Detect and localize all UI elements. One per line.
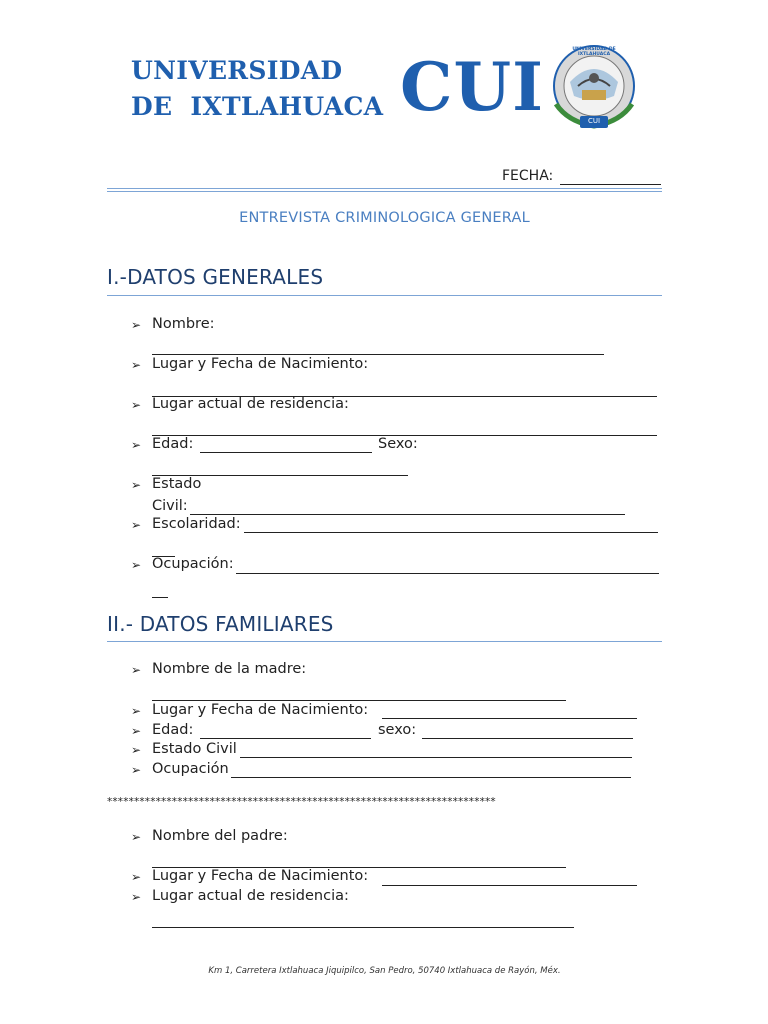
date-field-line[interactable] [560,168,661,185]
field-label-nombre: Nombre: [152,316,215,332]
bullet-arrow-icon: ➢ [131,763,142,777]
bullet-arrow-icon: ➢ [131,743,142,757]
field-line-estado-civil[interactable] [190,498,625,515]
field-line-madre-ocupacion[interactable] [231,761,631,778]
section-title-datos-familiares: II.- DATOS FAMILIARES [107,612,334,636]
footer-address: Km 1, Carretera Ixtlahuaca Jiquipilco, San Pedro, 50740 Ixtlahuaca de Rayón, Méx. [208,966,561,976]
seal-ring-text: UNIVERSIDAD DE IXTLAHUACA [572,47,616,57]
field-line-madre-edad[interactable] [200,722,371,739]
university-name-line1: UNIVERSIDAD [131,56,343,85]
separator-asterisks: ************************************************************************ [107,796,496,808]
field-line-nombre-padre[interactable] [152,851,566,868]
bullet-arrow-icon: ➢ [131,318,142,332]
field-label-madre-edad: Edad: [152,722,194,738]
section-divider [107,641,662,642]
field-line-edad[interactable] [200,436,372,453]
field-label-civil: Civil: [152,498,188,514]
field-line-ocupacion[interactable] [236,557,659,574]
bullet-arrow-icon: ➢ [131,724,142,738]
field-line-escolaridad-wrap[interactable] [152,540,175,557]
field-label-estado: Estado [152,476,202,492]
field-label-sexo: Sexo: [378,436,418,452]
field-label-madre-sexo: sexo: [378,722,417,738]
field-line-sexo[interactable] [152,459,408,476]
field-label-ocupacion: Ocupación: [152,556,234,572]
section-title-datos-generales: I.-DATOS GENERALES [107,265,324,289]
bullet-arrow-icon: ➢ [131,478,142,492]
bullet-arrow-icon: ➢ [131,558,142,572]
field-line-madre-estado-civil[interactable] [240,741,632,758]
date-label: FECHA: [502,168,554,184]
seal-banner-text: CUI [587,117,601,125]
field-label-nombre-madre: Nombre de la madre: [152,661,307,677]
field-line-padre-lugar-fecha-nacimiento[interactable] [382,869,637,886]
field-label-madre-lugar-fecha-nacimiento: Lugar y Fecha de Nacimiento: [152,702,369,718]
field-label-lugar-fecha-nacimiento: Lugar y Fecha de Nacimiento: [152,356,369,372]
field-line-madre-lugar-fecha-nacimiento[interactable] [382,702,637,719]
header-divider [107,188,662,192]
document-title: ENTREVISTA CRIMINOLOGICA GENERAL [239,210,530,226]
field-label-padre-lugar-fecha-nacimiento: Lugar y Fecha de Nacimiento: [152,868,369,884]
brand-logo-text: CUI [400,48,544,126]
field-label-madre-ocupacion: Ocupación [152,761,229,777]
university-name-line2: DE IXTLAHUACA [131,92,384,121]
field-line-nombre-madre[interactable] [152,684,566,701]
field-label-nombre-padre: Nombre del padre: [152,828,288,844]
section-divider [107,295,662,296]
field-line-ocupacion-wrap[interactable] [152,581,168,598]
bullet-arrow-icon: ➢ [131,518,142,532]
bullet-arrow-icon: ➢ [131,438,142,452]
field-line-nombre[interactable] [152,338,604,355]
bullet-arrow-icon: ➢ [131,830,142,844]
field-label-lugar-residencia: Lugar actual de residencia: [152,396,349,412]
field-line-lugar-residencia[interactable] [152,419,657,436]
field-label-madre-estado-civil: Estado Civil [152,741,237,757]
bullet-arrow-icon: ➢ [131,358,142,372]
field-line-madre-sexo[interactable] [422,722,633,739]
field-line-escolaridad[interactable] [244,516,658,533]
field-label-padre-lugar-residencia: Lugar actual de residencia: [152,888,349,904]
field-label-edad: Edad: [152,436,194,452]
bullet-arrow-icon: ➢ [131,663,142,677]
field-line-padre-lugar-residencia[interactable] [152,911,574,928]
field-line-lugar-fecha-nacimiento[interactable] [152,380,657,397]
bullet-arrow-icon: ➢ [131,704,142,718]
field-label-escolaridad: Escolaridad: [152,516,241,532]
bullet-arrow-icon: ➢ [131,890,142,904]
bullet-arrow-icon: ➢ [131,870,142,884]
bullet-arrow-icon: ➢ [131,398,142,412]
